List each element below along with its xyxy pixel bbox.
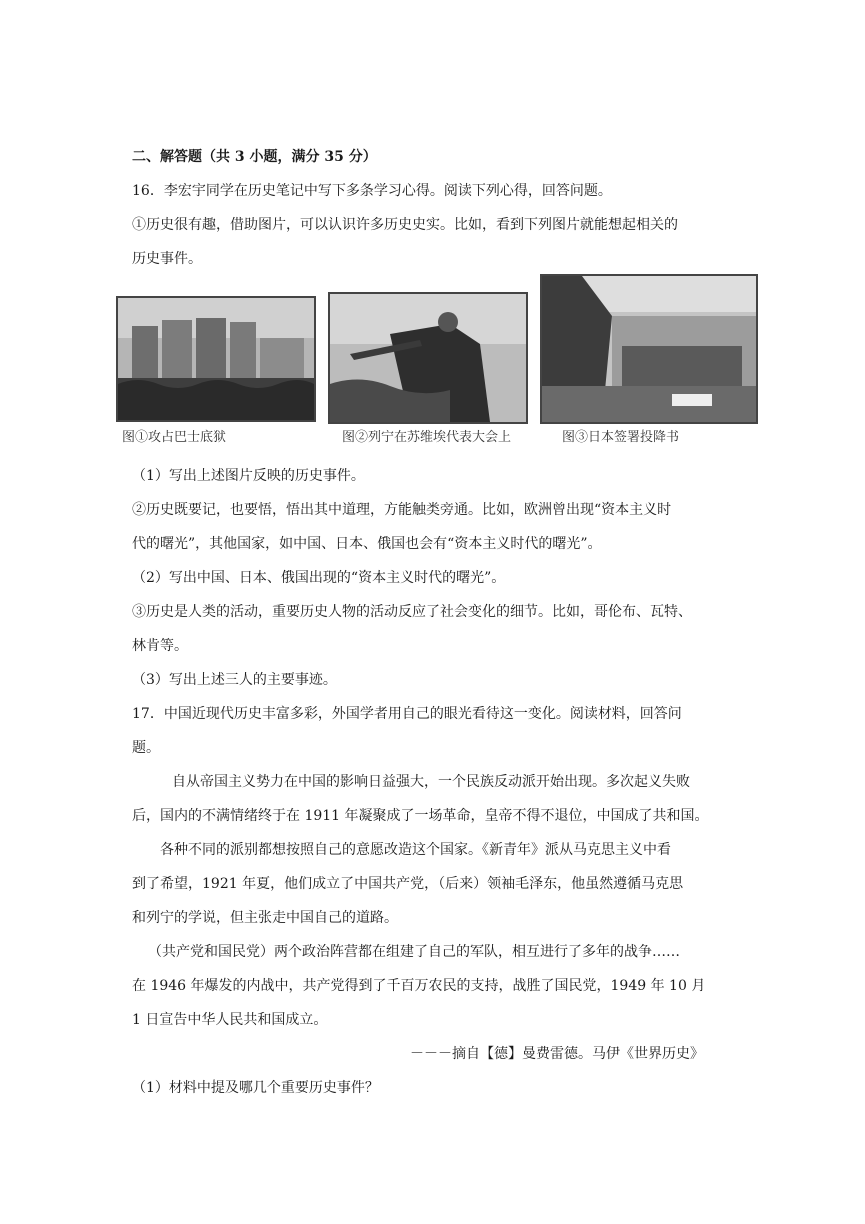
question-17-stem-line1: 17．中国近现代历史丰富多彩，外国学者用自己的眼光看待这一变化。阅读材料，回答问 [132, 706, 682, 722]
material-para3-line2: 在 1946 年爆发的内战中，共产党得到了千百万农民的支持，战胜了国民党，1949 年 10 月 [132, 978, 706, 994]
material-para2-line1: 各种不同的派别都想按照自己的意愿改造这个国家。《新青年》派从马克思主义中看 [160, 842, 671, 858]
material-source: －－－摘自【德】曼费雷德。马伊《世界历史》 [410, 1046, 704, 1062]
material-para1-line2: 后，国内的不满情绪终于在 1911 年凝聚成了一场革命，皇帝不得不退位，中国成了共和国。 [132, 808, 709, 824]
material-para3-line3: 1 日宣告中华人民共和国成立。 [132, 1012, 328, 1028]
caption-figure-3: 图③日本签署投降书 [562, 430, 680, 445]
photo-lenin-soviet-congress [328, 292, 528, 424]
caption-figure-1: 图①攻占巴士底狱 [122, 430, 227, 445]
question-17-stem-line2: 题。 [132, 740, 160, 756]
question-16-stem: 16．李宏宇同学在历史笔记中写下多条学习心得。阅读下列心得，回答问题。 [132, 183, 612, 199]
material-para2-line3: 和列宁的学说，但主张走中国自己的道路。 [132, 910, 398, 926]
material-para3-line1: （共产党和国民党）两个政治阵营都在组建了自己的军队，相互进行了多年的战争…… [148, 944, 680, 960]
q16-point2-line1: ②历史既要记，也要悟，悟出其中道理，方能触类旁通。比如，欧洲曾出现“资本主义时 [132, 502, 672, 518]
photo-japan-surrender [540, 274, 758, 424]
q17-sub1: （1）材料中提及哪几个重要历史事件？ [132, 1080, 379, 1096]
q16-photo-strip [112, 274, 762, 454]
q16-point3-line1: ③历史是人类的活动，重要历史人物的活动反应了社会变化的细节。比如，哥伦布、瓦特、 [132, 604, 692, 620]
caption-figure-2: 图②列宁在苏维埃代表大会上 [342, 430, 512, 445]
q16-point2-line2: 代的曙光”，其他国家，如中国、日本、俄国也会有“资本主义时代的曙光”。 [132, 536, 602, 552]
material-para2-line2: 到了希望，1921 年夏，他们成立了中国共产党，（后来）领袖毛泽东，他虽然遵循马克思 [132, 876, 684, 892]
q16-point1-line1: ①历史很有趣，借助图片，可以认识许多历史史实。比如，看到下列图片就能想起相关的 [132, 217, 678, 233]
q16-sub1: （1）写出上述图片反映的历史事件。 [132, 468, 365, 484]
material-para1-line1: 自从帝国主义势力在中国的影响日益强大，一个民族反动派开始出现。多次起义失败 [172, 774, 690, 790]
photo-storming-bastille [116, 296, 316, 422]
q16-point1-line2: 历史事件。 [132, 251, 202, 267]
q16-point3-line2: 林肯等。 [132, 638, 188, 654]
section-title: 二、解答题（共 3 小题，满分 35 分） [132, 149, 377, 165]
q16-sub2: （2）写出中国、日本、俄国出现的“资本主义时代的曙光”。 [132, 570, 506, 586]
q16-sub3: （3）写出上述三人的主要事迹。 [132, 672, 337, 688]
